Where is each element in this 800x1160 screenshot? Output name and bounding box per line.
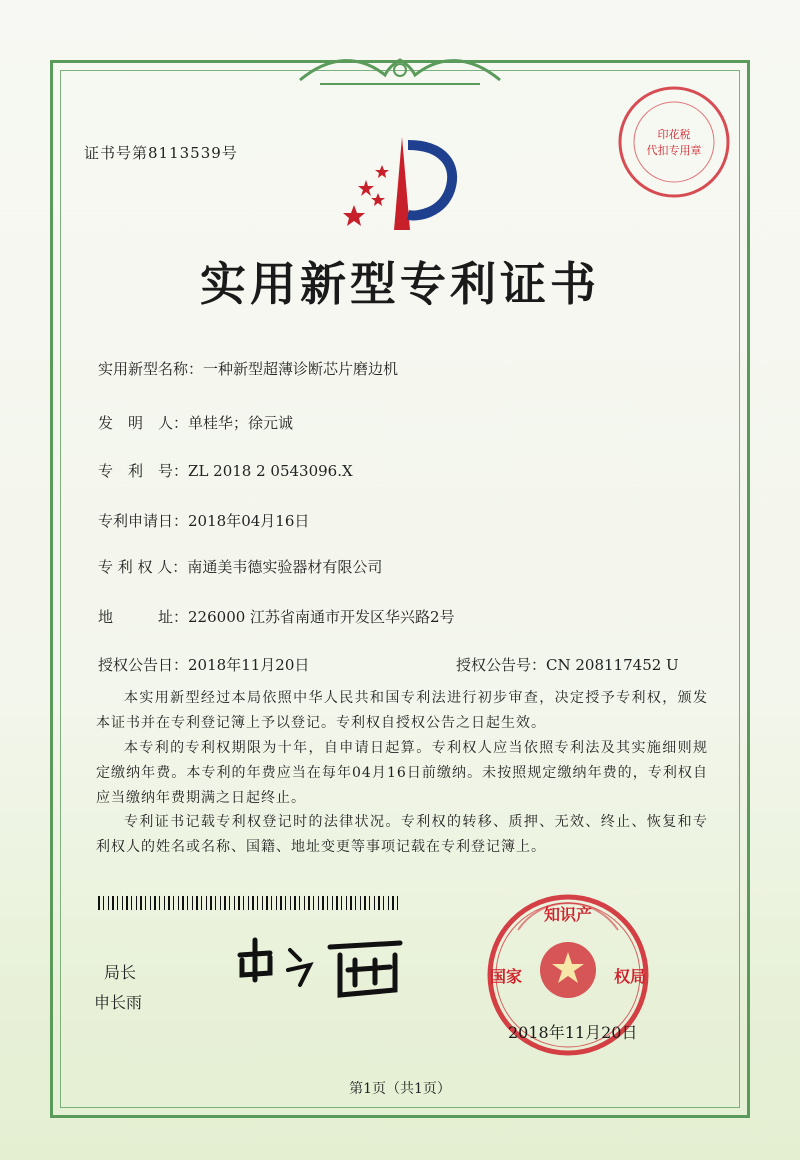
barcode-bar [112, 896, 114, 910]
paragraph-2: 本专利的专利权期限为十年，自申请日起算。专利权人应当依照专利法及其实施细则规定缴纳年费。本专利的年费应当在每年04月16日前缴纳。未按照规定缴纳年费的，专利权自应当缴纳年费期满之日起终止。 [96, 740, 708, 806]
barcode-bar [187, 896, 188, 910]
barcode-bar [364, 896, 366, 910]
barcode-bar [262, 896, 263, 910]
barcode-bar [150, 896, 151, 910]
seal-date: 2018年11月20日 [508, 1023, 638, 1042]
field-label: 专 利 权 人： [98, 558, 188, 576]
barcode-bar [290, 896, 291, 910]
barcode-bar [122, 896, 123, 910]
barcode-bar [318, 896, 319, 910]
barcode-bar [220, 896, 221, 910]
field-label: 地 址： [98, 608, 189, 626]
barcode-bar [238, 896, 240, 910]
field-value: ZL 2018 2 0543096.X [188, 462, 353, 480]
field-value: 南通美韦德实验器材有限公司 [187, 558, 383, 576]
barcode-bar [154, 896, 156, 910]
field-label: 授权公告号： [456, 656, 547, 674]
barcode-bar [392, 896, 394, 910]
barcode-bar [140, 896, 142, 910]
field-address [98, 606, 455, 627]
field-value: 单桂华；徐元诚 [188, 414, 294, 432]
barcode-bar [397, 896, 398, 910]
field-grant-no [456, 654, 679, 675]
barcode-bar [164, 896, 165, 910]
field-value: CN 208117452 U [546, 656, 679, 674]
field-label: 实用新型名称： [98, 360, 204, 378]
barcode-bar [136, 896, 137, 910]
barcode-bar [266, 896, 268, 910]
barcode-bar [355, 896, 356, 910]
barcode-bar [210, 896, 212, 910]
paragraph-1: 本实用新型经过本局依照中华人民共和国专利法进行初步审查，决定授予专利权，颁发本证书并在专利登记簿上予以登记。专利权自授权公告之日起生效。 [96, 690, 708, 731]
barcode-bar [159, 896, 160, 910]
field-value: 2018年04月16日 [188, 512, 310, 530]
barcode-bar [346, 896, 347, 910]
field-value: 一种新型超薄诊断芯片磨边机 [203, 360, 399, 378]
barcode-bar [196, 896, 198, 910]
barcode-bar [126, 896, 128, 910]
barcode-bar [206, 896, 207, 910]
barcode-bar [374, 896, 375, 910]
barcode-bar [145, 896, 146, 910]
barcode-bar [168, 896, 170, 910]
svg-text:权局: 权局 [613, 967, 647, 986]
barcode-bar [276, 896, 277, 910]
svg-text:印花税: 印花税 [657, 128, 691, 141]
barcode-bar [299, 896, 300, 910]
paragraph-3: 专利证书记载专利权登记时的法律状况。专利权的转移、质押、无效、终止、恢复和专利权人的姓名或名称、国籍、地址变更等事项记载在专利登记簿上。 [96, 814, 708, 855]
barcode-bar [103, 896, 104, 910]
barcode-bar [252, 896, 254, 910]
barcode-bar [271, 896, 272, 910]
barcode [98, 896, 398, 910]
barcode-bar [383, 896, 384, 910]
certificate-number: 证书号第8113539号 [84, 144, 238, 162]
barcode-bar [234, 896, 235, 910]
barcode-bar [173, 896, 174, 910]
field-value: 2018年11月20日 [188, 656, 310, 674]
barcode-bar [388, 896, 389, 910]
barcode-bar [192, 896, 193, 910]
barcode-bar [341, 896, 342, 910]
field-patent-no [98, 460, 353, 481]
barcode-bar [201, 896, 202, 910]
field-label: 专 利 号： [98, 462, 189, 480]
barcode-bar [215, 896, 216, 910]
barcode-bar [131, 896, 132, 910]
barcode-bar [378, 896, 380, 910]
bureau-director-name: 申长雨 [94, 993, 143, 1012]
barcode-bar [336, 896, 338, 910]
field-patentee [98, 556, 382, 577]
svg-text:代扣专用章: 代扣专用章 [646, 144, 702, 157]
barcode-bar [224, 896, 226, 910]
bureau-director-title: 局长 [104, 963, 137, 982]
barcode-bar [369, 896, 370, 910]
barcode-bar [327, 896, 328, 910]
field-label: 授权公告日： [98, 656, 189, 674]
barcode-bar [360, 896, 361, 910]
barcode-bar [108, 896, 109, 910]
barcode-bar [294, 896, 296, 910]
field-grant-date [98, 654, 309, 675]
field-filing-date [98, 510, 309, 531]
field-value: 226000 江苏省南通市开发区华兴路2号 [188, 608, 455, 626]
barcode-bar [178, 896, 179, 910]
top-ornament [290, 50, 510, 90]
patent-office-logo [338, 135, 468, 235]
field-utility-name [98, 358, 398, 379]
barcode-bar [117, 896, 118, 910]
barcode-bar [182, 896, 184, 910]
barcode-bar [313, 896, 314, 910]
barcode-bar [280, 896, 282, 910]
field-inventor [98, 412, 293, 433]
barcode-bar [248, 896, 249, 910]
barcode-bar [243, 896, 244, 910]
barcode-bar [350, 896, 352, 910]
barcode-bar [322, 896, 324, 910]
barcode-bar [229, 896, 230, 910]
barcode-bar [308, 896, 310, 910]
barcode-bar [98, 896, 100, 910]
field-label: 发 明 人： [98, 414, 189, 432]
barcode-bar [257, 896, 258, 910]
field-label: 专利申请日： [98, 512, 189, 530]
tax-stamp [614, 82, 734, 202]
barcode-bar [285, 896, 286, 910]
barcode-bar [332, 896, 333, 910]
svg-text:知识产: 知识产 [543, 905, 593, 924]
barcode-bar [304, 896, 305, 910]
director-signature [230, 925, 430, 1005]
svg-text:国家: 国家 [489, 967, 523, 986]
certificate-title: 实用新型专利证书 [200, 257, 600, 311]
page-footer: 第1页（共1页） [349, 1081, 451, 1097]
